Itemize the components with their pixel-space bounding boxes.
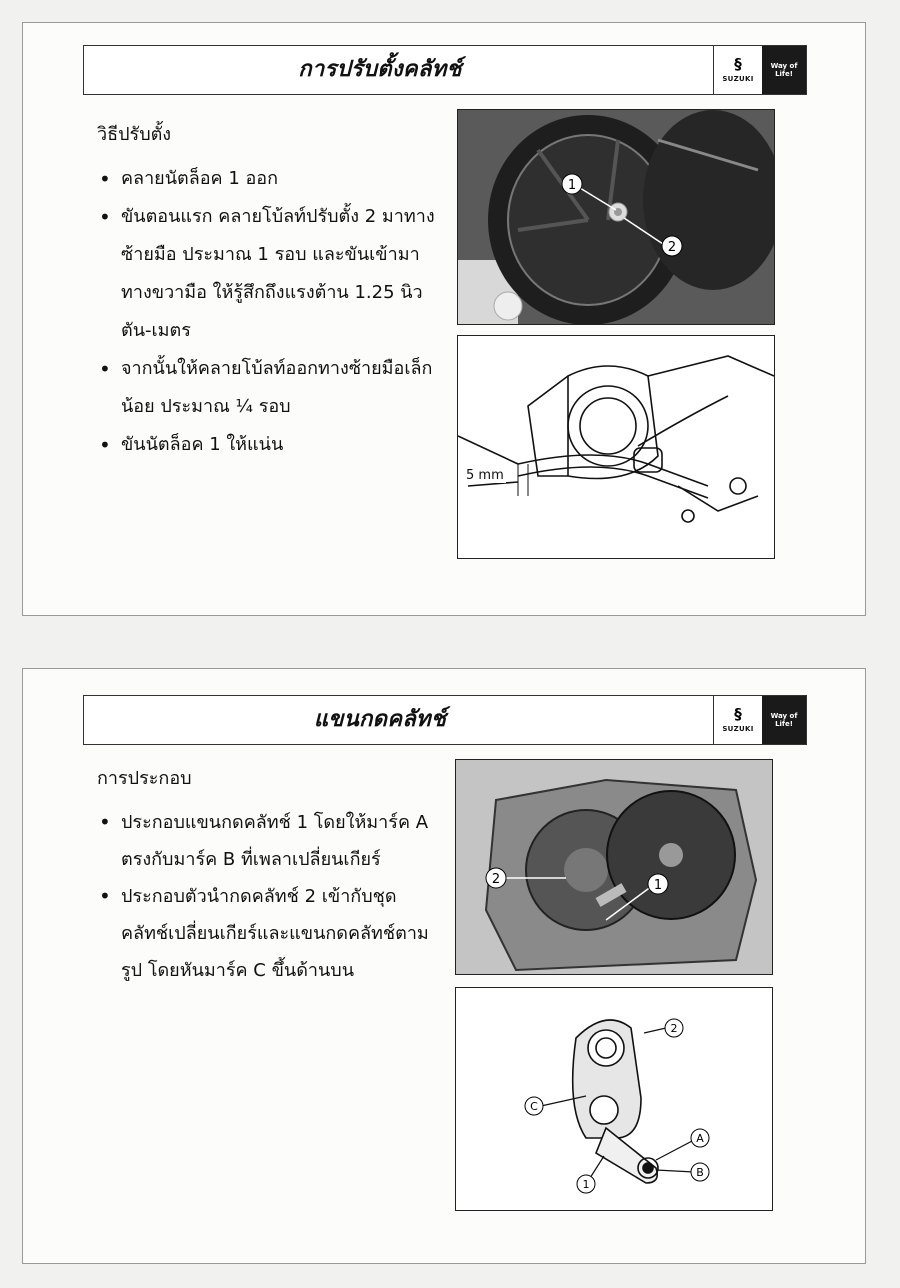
callout-b: B xyxy=(696,1166,704,1179)
bullet-text: คลายนัตล็อค 1 ออก xyxy=(121,168,279,189)
list-item xyxy=(97,350,443,426)
bullet-icon: • xyxy=(99,357,111,381)
callout-a: A xyxy=(696,1132,704,1145)
bullet-text: ขันตอนแรก คลายโบ้ลท์ปรับตั้ง 2 มาทางซ้ายมือ ประมาณ 1 รอบ และขันเข้ามาทางขวามือ ให้รู้สึกถึงแรงต้าน 1.25 นิวตัน-เมตร xyxy=(121,206,435,341)
list-item xyxy=(97,426,443,464)
callout-2: 2 xyxy=(491,872,501,887)
callout-2: 2 xyxy=(667,240,677,255)
bullet-text: ประกอบแขนกดคลัทช์ 1 โดยให้มาร์ค A ตรงกับมาร์ค B ที่เพลาเปลี่ยนเกียร์ xyxy=(121,812,429,870)
tagline: Way of Life! xyxy=(762,46,806,94)
tagline: Way of Life! xyxy=(762,696,806,744)
clutch-lever-drawing xyxy=(458,336,774,558)
suzuki-s-icon: § xyxy=(734,55,742,73)
callout-c: C xyxy=(530,1100,538,1113)
bullet-icon: • xyxy=(99,205,111,229)
list-item xyxy=(97,804,443,878)
section-subtitle: วิธีปรับตั้ง xyxy=(97,124,172,145)
callout-1: 1 xyxy=(567,178,577,193)
bullet-text: จากนั้นให้คลายโบ้ลท์ออกทางซ้ายมือเล็กน้อย ประมาณ ¼ รอบ xyxy=(121,358,433,417)
bullet-icon: • xyxy=(99,810,111,834)
slide-header xyxy=(83,695,807,745)
engine-case-drawing xyxy=(456,760,772,974)
suzuki-logo xyxy=(713,696,762,744)
callout-1: 1 xyxy=(653,878,663,893)
list-item xyxy=(97,160,443,198)
bullet-text: ประกอบตัวนำกดคลัทช์ 2 เข้ากับชุดคลัทช์เปลี่ยนเกียร์และแขนกดคลัทช์ตามรูป โดยหันมาร์ค C ขึ้นด้านบน xyxy=(121,886,429,981)
clutch-cover-drawing xyxy=(458,110,774,324)
instruction-text xyxy=(97,763,443,989)
suzuki-s-icon: § xyxy=(734,705,742,723)
instruction-text xyxy=(97,119,443,464)
logo-text: SUZUKI xyxy=(722,725,754,733)
slide-clutch-adjustment xyxy=(22,22,866,616)
bullet-icon: • xyxy=(99,167,111,191)
logo-text: SUZUKI xyxy=(722,75,754,83)
list-item xyxy=(97,878,443,989)
bullet-list xyxy=(97,160,443,464)
clutch-cover-photo xyxy=(457,109,775,325)
slide-clutch-release-arm xyxy=(22,668,866,1264)
callout-1: 1 xyxy=(582,1178,590,1191)
release-arm-drawing xyxy=(456,988,772,1210)
callout-2: 2 xyxy=(670,1022,678,1035)
dimension-label: 5 mm xyxy=(466,468,504,483)
clutch-lever-diagram xyxy=(457,335,775,559)
engine-case-photo xyxy=(455,759,773,975)
slide-header xyxy=(83,45,807,95)
suzuki-logo xyxy=(713,46,762,94)
list-item xyxy=(97,198,443,350)
bullet-icon: • xyxy=(99,433,111,457)
bullet-list xyxy=(97,804,443,989)
section-subtitle: การประกอบ xyxy=(97,768,192,789)
bullet-text: ขันนัตล็อค 1 ให้แน่น xyxy=(121,434,284,455)
page-title: การปรับตั้งคลัทช์ xyxy=(298,57,462,82)
bullet-icon: • xyxy=(99,884,111,908)
page-title: แขนกดคลัทช์ xyxy=(313,707,447,732)
release-arm-diagram xyxy=(455,987,773,1211)
